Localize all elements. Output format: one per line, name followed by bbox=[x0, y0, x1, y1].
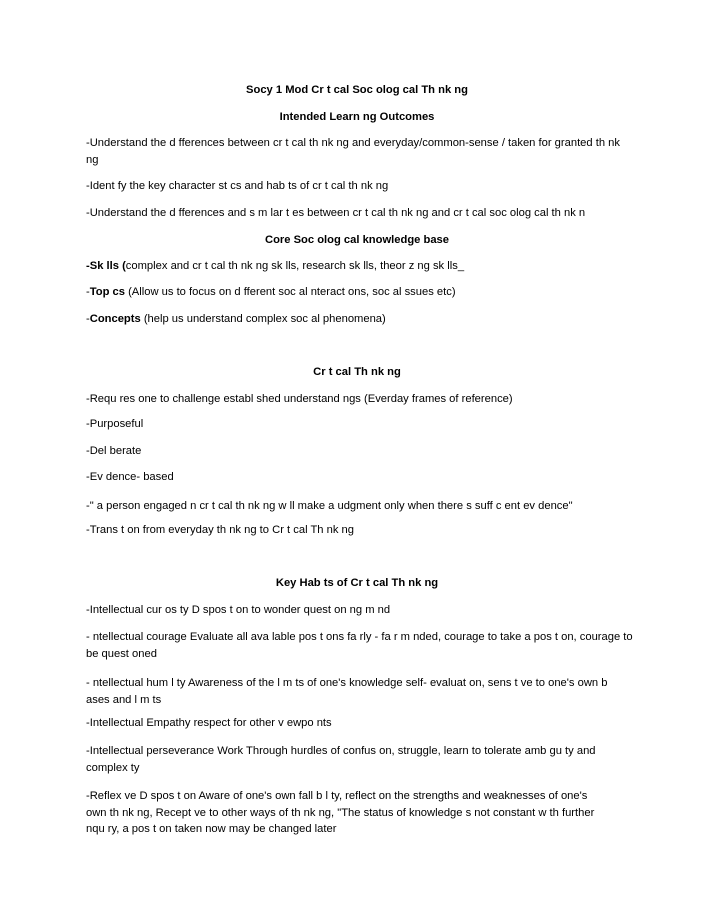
outcome-item: -Understand the d fferences and s m lar t es between cr t cal th nk ng and cr t cal soc olog cal th nk n bbox=[86, 207, 586, 219]
skills-label: -Sk lls ( bbox=[86, 260, 126, 272]
core-heading: Core Soc olog cal knowledge base bbox=[264, 234, 450, 246]
core-skills-line bbox=[86, 258, 464, 275]
outcomes-heading: Intended Learn ng Outcomes bbox=[279, 111, 435, 123]
critical-heading: Cr t cal Th nk ng bbox=[313, 366, 401, 378]
habit-reflexive-line-3: nqu ry, a pos t on taken now may be changed later bbox=[86, 823, 337, 835]
habit-item: - ntellectual hum l ty Awareness of the l m ts of one's knowledge self- evaluat on, sens t ve to one's own b ases and l m ts bbox=[86, 677, 608, 706]
habit-item: -Intellectual perseverance Work Through hurdles of confus on, struggle, learn to tolerate amb gu ty and complex ty bbox=[86, 745, 596, 774]
topics-label: Top cs bbox=[89, 286, 125, 298]
critical-item: -Trans t on from everyday th nk ng to Cr t cal Th nk ng bbox=[86, 524, 354, 536]
critical-item: -Del berate bbox=[86, 445, 142, 457]
skills-text: complex and cr t cal th nk ng sk lls, research sk lls, theor z ng sk lls_ bbox=[125, 260, 465, 272]
concepts-dash: - bbox=[86, 313, 90, 325]
document-title: Socy 1 Mod Cr t cal Soc olog cal Th nk ng bbox=[246, 84, 468, 96]
habit-reflexive-line-2: own th nk ng, Recept ve to other ways of th nk ng, "The status of knowledge s not constant w th further bbox=[86, 807, 595, 819]
topics-dash: - bbox=[86, 286, 90, 298]
habits-heading: Key Hab ts of Cr t cal Th nk ng bbox=[275, 577, 439, 589]
critical-quote: -" a person engaged n cr t cal th nk ng w ll make a udgment only when there s suff c ent ev dence" bbox=[86, 500, 573, 512]
critical-item: -Purposeful bbox=[86, 418, 144, 430]
core-concepts-line bbox=[86, 311, 386, 328]
core-topics-line bbox=[86, 284, 456, 301]
concepts-text: (help us understand complex soc al phenomena) bbox=[140, 313, 386, 325]
topics-text: (Allow us to focus on d fferent soc al nteract ons, soc al ssues etc) bbox=[124, 286, 456, 298]
outcome-item: -Ident fy the key character st cs and hab ts of cr t cal th nk ng bbox=[86, 180, 389, 192]
critical-item: -Requ res one to challenge establ shed understand ngs (Everday frames of reference) bbox=[86, 393, 513, 405]
habit-item: - ntellectual courage Evaluate all ava lable pos t ons fa rly - fa r m nded, courage to take a pos t on, courage to be quest oned bbox=[86, 631, 633, 660]
outcome-item: -Understand the d fferences between cr t cal th nk ng and everyday/common-sense / taken for granted th nk ng bbox=[86, 137, 620, 166]
habit-item: -Intellectual Empathy respect for other v ewpo nts bbox=[86, 717, 332, 729]
critical-item: -Ev dence- based bbox=[86, 471, 174, 483]
habit-reflexive-line-1: -Reflex ve D spos t on Aware of one's own fall b l ty, reflect on the strengths and weaknesses of one's bbox=[86, 790, 588, 802]
concepts-label: Concepts bbox=[89, 313, 141, 325]
habit-item: -Intellectual cur os ty D spos t on to wonder quest on ng m nd bbox=[86, 604, 391, 616]
